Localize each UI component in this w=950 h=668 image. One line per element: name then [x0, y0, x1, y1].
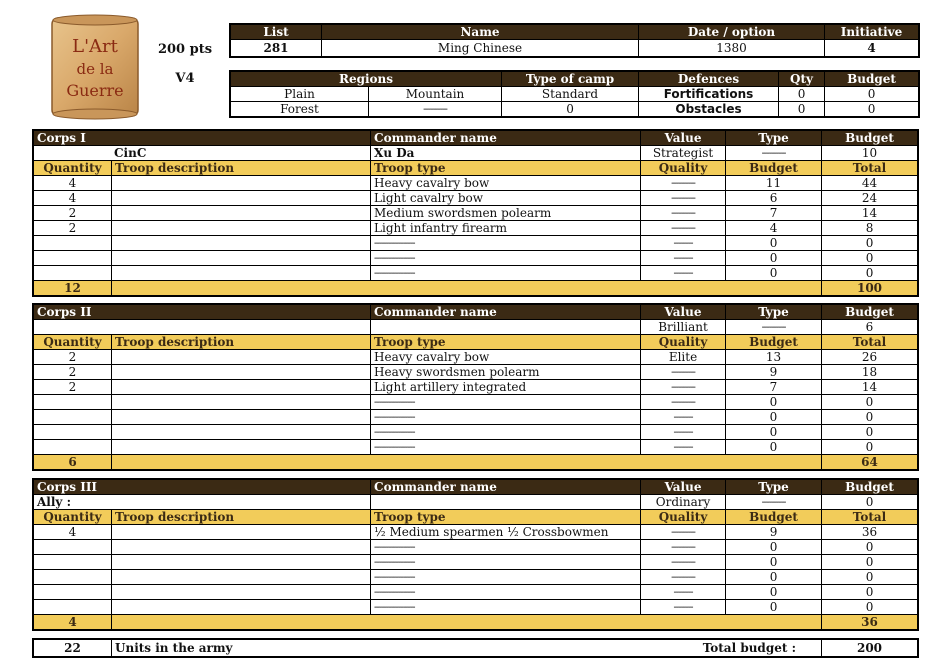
svg-text:L'Art: L'Art [72, 36, 118, 57]
troop-total: 14 [822, 380, 918, 395]
troop-type: ----------------- [371, 425, 641, 440]
total-header: Total [822, 510, 918, 525]
troop-row [34, 251, 918, 266]
troop-row [34, 380, 918, 395]
troop-desc [112, 540, 371, 555]
troop-type: Light artillery integrated [371, 380, 641, 395]
troop-row [34, 410, 918, 425]
corps-foot-spacer [112, 455, 822, 470]
troop-quality: -------- [641, 410, 726, 425]
troop-desc [112, 266, 371, 281]
svg-text:de la: de la [76, 60, 114, 78]
troop-budget: 0 [726, 540, 822, 555]
camp-budget: 0 [502, 102, 639, 117]
regions-header: Regions [231, 72, 502, 87]
troop-row [34, 350, 918, 365]
troop-desc [112, 221, 371, 236]
corps-table [33, 304, 918, 470]
troop-qty [34, 600, 112, 615]
troop-budget: 0 [726, 251, 822, 266]
fortifications-qty: 0 [779, 87, 825, 102]
unit-budget-header: Budget [726, 161, 822, 176]
units-count: 22 [34, 640, 112, 657]
troop-type: ----------------- [371, 570, 641, 585]
troop-qty [34, 251, 112, 266]
troop-qty [34, 236, 112, 251]
troop-total: 24 [822, 191, 918, 206]
quantity-header: Quantity [34, 161, 112, 176]
troop-row [34, 191, 918, 206]
troop-desc [112, 585, 371, 600]
type-header: Type [726, 305, 822, 320]
corps-qty-total: 6 [34, 455, 112, 470]
commander-value: Brilliant [641, 320, 726, 335]
commander-name: Xu Da [371, 146, 641, 161]
troop-budget: 0 [726, 425, 822, 440]
budget-header: Budget [822, 131, 918, 146]
troop-row [34, 585, 918, 600]
troop-qty: 2 [34, 221, 112, 236]
troop-desc [112, 555, 371, 570]
commander-name-header: Commander name [371, 131, 641, 146]
troop-qty: 4 [34, 525, 112, 540]
camp-type: Standard [502, 87, 639, 102]
troop-budget: 0 [726, 395, 822, 410]
troop-desc [112, 525, 371, 540]
budget-header: Budget [825, 72, 919, 87]
commander-name [371, 495, 641, 510]
list-table [230, 24, 919, 57]
troop-type: Light cavalry bow [371, 191, 641, 206]
troop-total: 0 [822, 540, 918, 555]
troop-desc [112, 570, 371, 585]
troop-type: ----------------- [371, 600, 641, 615]
troop-desc [112, 410, 371, 425]
value-header: Value [641, 305, 726, 320]
commander-budget: 0 [822, 495, 918, 510]
troop-quality: -------- [641, 440, 726, 455]
regions-table [230, 71, 919, 117]
troop-desc [112, 206, 371, 221]
qty-header: Qty [779, 72, 825, 87]
troop-type: ----------------- [371, 440, 641, 455]
troop-quality: -------- [641, 585, 726, 600]
troop-budget: 13 [726, 350, 822, 365]
commander-name-header: Commander name [371, 305, 641, 320]
quality-header: Quality [641, 510, 726, 525]
troop-budget: 6 [726, 191, 822, 206]
troop-desc [112, 365, 371, 380]
troop-type: Heavy cavalry bow [371, 350, 641, 365]
total-budget-label: Total budget : [632, 640, 822, 657]
troop-type: ----------------- [371, 540, 641, 555]
troop-budget: 0 [726, 236, 822, 251]
commander-type: ---------- [726, 320, 822, 335]
troop-desc [112, 380, 371, 395]
troop-qty: 2 [34, 380, 112, 395]
troop-qty: 4 [34, 191, 112, 206]
corps-budget-total: 36 [822, 615, 918, 630]
value-header: Value [641, 131, 726, 146]
troop-quality: -------- [641, 600, 726, 615]
troop-quality: ---------- [641, 540, 726, 555]
troop-desc [112, 425, 371, 440]
troop-qty [34, 440, 112, 455]
initiative-header: Initiative [825, 25, 919, 40]
troop-quality: -------- [641, 425, 726, 440]
total-budget-value: 200 [822, 640, 918, 657]
troop-budget: 7 [726, 380, 822, 395]
troop-total: 0 [822, 425, 918, 440]
troop-row [34, 425, 918, 440]
troop-qty: 4 [34, 176, 112, 191]
troop-type: ----------------- [371, 236, 641, 251]
troop-qty: 2 [34, 206, 112, 221]
commander-label: CinC [34, 146, 371, 161]
commander-type: ---------- [726, 495, 822, 510]
corps-table [33, 479, 918, 630]
troop-type: ----------------- [371, 555, 641, 570]
troop-desc [112, 600, 371, 615]
troop-total: 0 [822, 266, 918, 281]
troop-type: ----------------- [371, 251, 641, 266]
troop-total: 0 [822, 395, 918, 410]
type-header: Type [726, 131, 822, 146]
troop-total: 26 [822, 350, 918, 365]
troop-qty [34, 410, 112, 425]
commander-budget: 6 [822, 320, 918, 335]
troop-budget: 9 [726, 525, 822, 540]
name-header: Name [322, 25, 639, 40]
quantity-header: Quantity [34, 510, 112, 525]
budget-header: Budget [822, 480, 918, 495]
troop-budget: 0 [726, 585, 822, 600]
troop-quality: ---------- [641, 365, 726, 380]
troop-total: 0 [822, 440, 918, 455]
troop-type: ----------------- [371, 410, 641, 425]
troop-row [34, 555, 918, 570]
camp-header: Type of camp [502, 72, 639, 87]
troop-desc [112, 191, 371, 206]
version-label: V4 [175, 71, 195, 86]
summary-table [33, 639, 918, 657]
troop-total: 0 [822, 570, 918, 585]
troop-total: 18 [822, 365, 918, 380]
unit-budget-header: Budget [726, 335, 822, 350]
troop-qty: 2 [34, 365, 112, 380]
troop-row [34, 525, 918, 540]
troop-type: ----------------- [371, 395, 641, 410]
troop-budget: 0 [726, 570, 822, 585]
troop-row [34, 206, 918, 221]
troop-type: Medium swordsmen polearm [371, 206, 641, 221]
troop-row [34, 236, 918, 251]
troop-row [34, 176, 918, 191]
defences-header: Defences [639, 72, 779, 87]
troop-row [34, 440, 918, 455]
corps-name: Corps I [34, 131, 371, 146]
total-header: Total [822, 161, 918, 176]
initiative-value: 4 [825, 40, 919, 57]
troop-budget: 0 [726, 266, 822, 281]
troop-quality: ---------- [641, 380, 726, 395]
troop-total: 0 [822, 585, 918, 600]
corps-qty-total: 4 [34, 615, 112, 630]
troop-type-header: Troop type [371, 510, 641, 525]
obstacles-qty: 0 [779, 102, 825, 117]
army-name: Ming Chinese [322, 40, 639, 57]
troop-quality: ---------- [641, 555, 726, 570]
troop-qty [34, 555, 112, 570]
logo [50, 14, 140, 120]
commander-name-header: Commander name [371, 480, 641, 495]
commander-name [371, 320, 641, 335]
troop-total: 8 [822, 221, 918, 236]
svg-text:Guerre: Guerre [66, 81, 124, 100]
troop-type-header: Troop type [371, 161, 641, 176]
troop-quality: ---------- [641, 206, 726, 221]
quantity-header: Quantity [34, 335, 112, 350]
troop-row [34, 365, 918, 380]
troop-type: ½ Medium spearmen ½ Crossbowmen [371, 525, 641, 540]
troop-row [34, 266, 918, 281]
region-mountain: Mountain [369, 87, 502, 102]
troop-row [34, 600, 918, 615]
troop-qty [34, 585, 112, 600]
troop-desc [112, 395, 371, 410]
total-header: Total [822, 335, 918, 350]
unit-budget-header: Budget [726, 510, 822, 525]
commander-label [34, 320, 371, 335]
date-value: 1380 [639, 40, 825, 57]
troop-budget: 0 [726, 555, 822, 570]
troop-budget: 0 [726, 410, 822, 425]
list-header: List [231, 25, 322, 40]
troop-desc [112, 440, 371, 455]
fortifications-label: Fortifications [639, 87, 779, 102]
troop-quality: ---------- [641, 191, 726, 206]
troop-total: 36 [822, 525, 918, 540]
troop-quality: -------- [641, 266, 726, 281]
corps-name: Corps II [34, 305, 371, 320]
quality-header: Quality [641, 161, 726, 176]
troop-type: ----------------- [371, 266, 641, 281]
type-header: Type [726, 480, 822, 495]
troop-type: ----------------- [371, 585, 641, 600]
troop-budget: 0 [726, 600, 822, 615]
troop-total: 0 [822, 555, 918, 570]
region-plain: Plain [231, 87, 369, 102]
troop-type-header: Troop type [371, 335, 641, 350]
troop-type: Light infantry firearm [371, 221, 641, 236]
troop-total: 0 [822, 410, 918, 425]
troop-quality: ---------- [641, 221, 726, 236]
troop-desc [112, 236, 371, 251]
obstacles-label: Obstacles [639, 102, 779, 117]
troop-budget: 7 [726, 206, 822, 221]
troop-quality: ---------- [641, 570, 726, 585]
troop-total: 0 [822, 251, 918, 266]
troop-quality: ---------- [641, 525, 726, 540]
troop-type: Heavy swordsmen polearm [371, 365, 641, 380]
troop-description-header: Troop description [112, 161, 371, 176]
troop-quality: ---------- [641, 395, 726, 410]
corps-budget-total: 64 [822, 455, 918, 470]
quality-header: Quality [641, 335, 726, 350]
troop-row [34, 221, 918, 236]
troop-quality: ---------- [641, 176, 726, 191]
troop-total: 0 [822, 600, 918, 615]
fortifications-budget: 0 [825, 87, 919, 102]
budget-header: Budget [822, 305, 918, 320]
points-label: 200 pts [157, 42, 213, 57]
commander-label: Ally : [34, 495, 371, 510]
troop-desc [112, 350, 371, 365]
corps-name: Corps III [34, 480, 371, 495]
troop-total: 0 [822, 236, 918, 251]
troop-desc [112, 251, 371, 266]
troop-budget: 11 [726, 176, 822, 191]
troop-budget: 0 [726, 440, 822, 455]
corps-foot-spacer [112, 281, 822, 296]
corps-budget-total: 100 [822, 281, 918, 296]
troop-qty [34, 395, 112, 410]
commander-budget: 10 [822, 146, 918, 161]
commander-type: ---------- [726, 146, 822, 161]
troop-budget: 9 [726, 365, 822, 380]
scroll-icon [50, 14, 140, 120]
troop-quality: -------- [641, 236, 726, 251]
date-header: Date / option [639, 25, 825, 40]
troop-desc [112, 176, 371, 191]
value-header: Value [641, 480, 726, 495]
troop-total: 14 [822, 206, 918, 221]
troop-quality: Elite [641, 350, 726, 365]
troop-qty [34, 570, 112, 585]
region-empty: ---------- [369, 102, 502, 117]
troop-budget: 4 [726, 221, 822, 236]
units-label: Units in the army [112, 640, 632, 657]
troop-type: Heavy cavalry bow [371, 176, 641, 191]
troop-row [34, 570, 918, 585]
troop-description-header: Troop description [112, 335, 371, 350]
corps-qty-total: 12 [34, 281, 112, 296]
troop-qty [34, 425, 112, 440]
troop-description-header: Troop description [112, 510, 371, 525]
corps-foot-spacer [112, 615, 822, 630]
obstacles-budget: 0 [825, 102, 919, 117]
troop-qty [34, 540, 112, 555]
commander-value: Strategist [641, 146, 726, 161]
troop-qty [34, 266, 112, 281]
troop-quality: -------- [641, 251, 726, 266]
troop-row [34, 540, 918, 555]
region-forest: Forest [231, 102, 369, 117]
corps-table [33, 130, 918, 296]
troop-qty: 2 [34, 350, 112, 365]
troop-total: 44 [822, 176, 918, 191]
commander-value: Ordinary [641, 495, 726, 510]
list-number: 281 [231, 40, 322, 57]
troop-row [34, 395, 918, 410]
